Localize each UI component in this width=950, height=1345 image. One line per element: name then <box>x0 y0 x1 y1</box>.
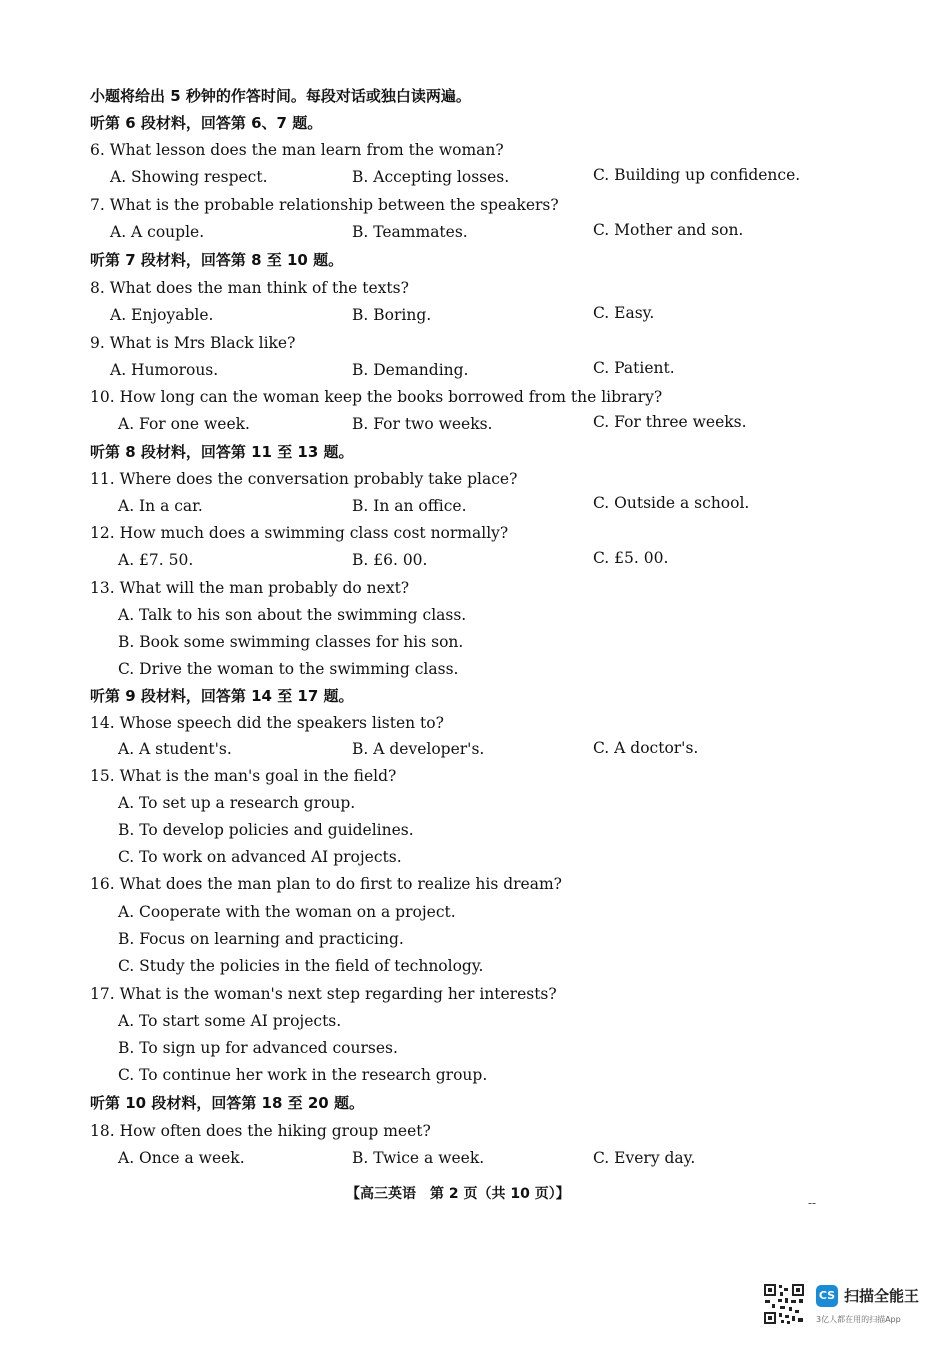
q14-option-a: A. A student's. <box>118 740 232 758</box>
qr-code-icon <box>762 1282 806 1326</box>
question-13: 13. What will the man probably do next? <box>90 579 410 597</box>
q15-option-a: A. To set up a research group. <box>118 794 356 812</box>
q18-option-a: A. Once a week. <box>118 1149 245 1167</box>
q8-option-c: C. Easy. <box>593 304 655 322</box>
section-heading-9: 听第 9 段材料，回答第 14 至 17 题。 <box>90 687 354 705</box>
q11-option-c: C. Outside a school. <box>593 494 750 512</box>
q14-option-c: C. A doctor's. <box>593 739 699 757</box>
q7-option-a: A. A couple. <box>110 223 205 241</box>
question-14: 14. Whose speech did the speakers listen to? <box>90 714 444 732</box>
q18-option-c: C. Every day. <box>593 1149 696 1167</box>
question-10: 10. How long can the woman keep the books borrowed from the library? <box>90 388 663 406</box>
q13-option-b: B. Book some swimming classes for his son. <box>118 633 464 651</box>
q8-option-b: B. Boring. <box>352 306 432 324</box>
q13-option-a: A. Talk to his son about the swimming class. <box>118 606 467 624</box>
q15-option-b: B. To develop policies and guidelines. <box>118 821 414 839</box>
q6-option-a: A. Showing respect. <box>110 168 268 186</box>
question-17: 17. What is the woman's next step regarding her interests? <box>90 985 557 1003</box>
q6-option-c: C. Building up confidence. <box>593 166 801 184</box>
q12-option-b: B. £6. 00. <box>352 551 428 569</box>
q16-option-c: C. Study the policies in the field of technology. <box>118 957 484 975</box>
question-6: 6. What lesson does the man learn from the woman? <box>90 141 504 159</box>
q17-option-c: C. To continue her work in the research group. <box>118 1066 488 1084</box>
q9-option-a: A. Humorous. <box>110 361 219 379</box>
q14-option-b: B. A developer's. <box>352 740 485 758</box>
q17-option-b: B. To sign up for advanced courses. <box>118 1039 398 1057</box>
q7-option-b: B. Teammates. <box>352 223 468 241</box>
q17-option-a: A. To start some AI projects. <box>118 1012 342 1030</box>
question-7: 7. What is the probable relationship between the speakers? <box>90 196 559 214</box>
q11-option-b: B. In an office. <box>352 497 467 515</box>
question-16: 16. What does the man plan to do first to realize his dream? <box>90 875 562 893</box>
q16-option-b: B. Focus on learning and practicing. <box>118 930 404 948</box>
q10-option-a: A. For one week. <box>118 415 250 433</box>
q6-option-b: B. Accepting losses. <box>352 168 510 186</box>
q18-option-b: B. Twice a week. <box>352 1149 485 1167</box>
camscanner-logo-icon: CS <box>816 1285 838 1307</box>
q12-option-a: A. £7. 50. <box>118 551 194 569</box>
question-15: 15. What is the man's goal in the field? <box>90 767 397 785</box>
scan-mark: -- <box>808 1196 817 1210</box>
page-footer: 【高三英语 第 2 页（共 10 页）】 <box>346 1186 570 1202</box>
question-9: 9. What is Mrs Black like? <box>90 334 296 352</box>
q9-option-b: B. Demanding. <box>352 361 469 379</box>
q11-option-a: A. In a car. <box>118 497 203 515</box>
q10-option-c: C. For three weeks. <box>593 413 747 431</box>
question-8: 8. What does the man think of the texts? <box>90 279 409 297</box>
question-11: 11. Where does the conversation probably take place? <box>90 470 518 488</box>
scanner-watermark <box>762 1282 930 1332</box>
section-heading-8: 听第 8 段材料，回答第 11 至 13 题。 <box>90 443 354 461</box>
q7-option-c: C. Mother and son. <box>593 221 744 239</box>
section-heading-7: 听第 7 段材料，回答第 8 至 10 题。 <box>90 251 344 269</box>
q12-option-c: C. £5. 00. <box>593 549 669 567</box>
q10-option-b: B. For two weeks. <box>352 415 493 433</box>
section-heading-6: 听第 6 段材料，回答第 6、7 题。 <box>90 114 323 132</box>
question-12: 12. How much does a swimming class cost normally? <box>90 524 509 542</box>
q13-option-c: C. Drive the woman to the swimming class. <box>118 660 459 678</box>
q8-option-a: A. Enjoyable. <box>110 306 214 324</box>
section-heading-10: 听第 10 段材料，回答第 18 至 20 题。 <box>90 1094 364 1112</box>
q16-option-a: A. Cooperate with the woman on a project. <box>118 903 456 921</box>
scanner-tagline: 3亿人都在用的扫描App <box>816 1315 901 1324</box>
question-18: 18. How often does the hiking group meet? <box>90 1122 431 1140</box>
scanner-app-name: 扫描全能王 <box>844 1287 920 1305</box>
q9-option-c: C. Patient. <box>593 359 675 377</box>
listening-instructions: 小题将给出 5 秒钟的作答时间。每段对话或独白读两遍。 <box>90 87 471 105</box>
q15-option-c: C. To work on advanced AI projects. <box>118 848 402 866</box>
